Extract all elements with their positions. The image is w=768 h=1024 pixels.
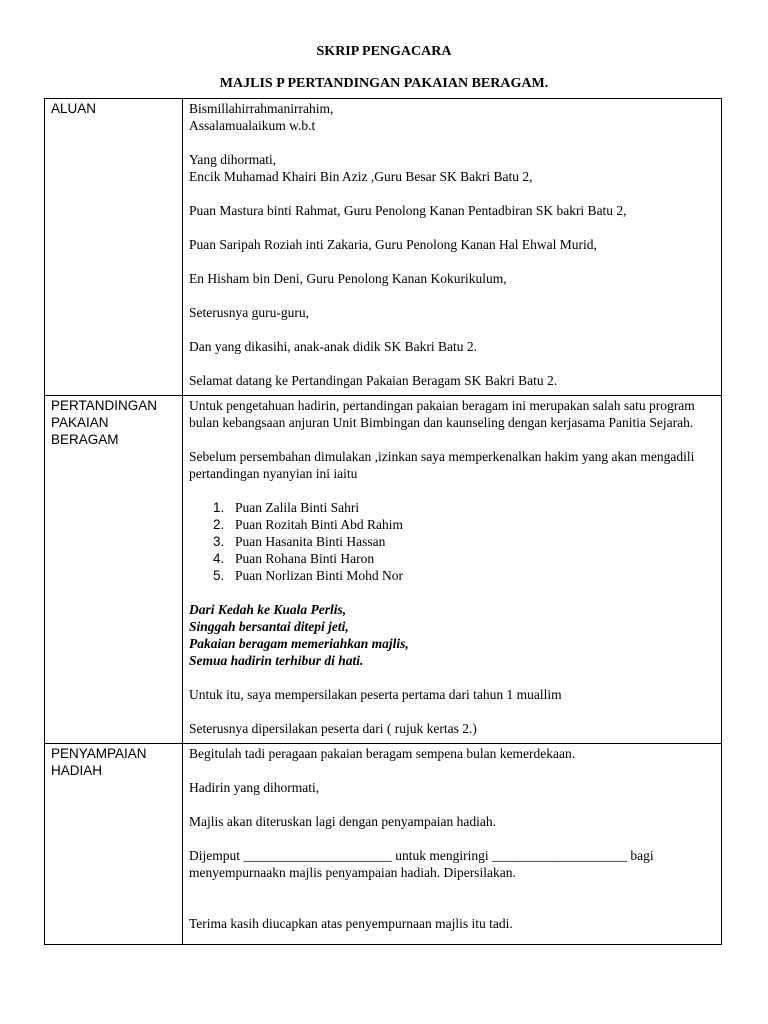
- hadiah-p1: Begitulah tadi peragaan pakaian beragam sempena bulan kemerdekaan.: [189, 746, 576, 761]
- row-aluan: [45, 99, 722, 396]
- judge-item: Puan Rozitah Binti Abd Rahim: [235, 517, 403, 532]
- hadiah-p3: Majlis akan diteruskan lagi dengan penyampaian hadiah.: [189, 814, 497, 829]
- judge-item: Puan Hasanita Binti Hassan: [235, 534, 386, 549]
- pantun-line: Semua hadirin terhibur di hati.: [189, 653, 364, 668]
- judge-item: Puan Zalila Binti Sahri: [235, 500, 360, 515]
- content-hadiah: [183, 744, 722, 945]
- judge-item: Puan Rohana Binti Haron: [235, 551, 375, 566]
- label-pertandingan-2: PAKAIAN: [51, 415, 109, 430]
- pertandingan-p3: Untuk itu, saya mempersilakan peserta pertama dari tahun 1 muallim: [189, 687, 562, 702]
- aluan-p6: Dan yang dikasihi, anak-anak didik SK Bakri Batu 2.: [189, 339, 477, 354]
- hadiah-p5: Terima kasih diucapkan atas penyempurnaan majlis itu tadi.: [189, 916, 513, 931]
- aluan-p1: Yang dihormati,: [189, 152, 277, 167]
- hadiah-p2: Hadirin yang dihormati,: [189, 780, 320, 795]
- aluan-line2: Assalamualaikum w.b.t: [189, 118, 316, 133]
- pertandingan-p1: Untuk pengetahuan hadirin, pertandingan pakaian beragam ini merupakan salah satu program bulan kebangsaan anjuran Unit Bimbingan dan kaunseling dengan kerjasama Panitia Sejarah.: [189, 398, 695, 430]
- label-aluan: ALUAN: [45, 99, 183, 396]
- label-hadiah-1: PENYAMPAIAN: [51, 746, 147, 761]
- script-table: [44, 98, 722, 945]
- label-hadiah: [45, 744, 183, 945]
- pertandingan-p4: Seterusnya dipersilakan peserta dari ( rujuk kertas 2.): [189, 721, 477, 736]
- hadiah-p4: Dijemput ______________________ untuk mengiringi ____________________ bagi menyempurnaakn majlis penyampaian hadiah. Dipersilakan.: [189, 848, 654, 880]
- pantun-line: Dari Kedah ke Kuala Perlis,: [189, 602, 347, 617]
- aluan-line1: Bismillahirrahmanirrahim,: [189, 101, 334, 116]
- content-aluan: [183, 99, 722, 396]
- row-pertandingan: [45, 396, 722, 744]
- judges-list: [189, 499, 715, 584]
- judge-item: Puan Norlizan Binti Mohd Nor: [235, 568, 403, 583]
- label-hadiah-2: HADIAH: [51, 763, 103, 778]
- pantun: [189, 601, 715, 669]
- aluan-p5: Seterusnya guru-guru,: [189, 305, 309, 320]
- aluan-p3: Puan Saripah Roziah inti Zakaria, Guru Penolong Kanan Hal Ehwal Murid,: [189, 237, 597, 252]
- row-hadiah: [45, 744, 722, 945]
- content-pertandingan: [183, 396, 722, 744]
- pantun-line: Singgah bersantai ditepi jeti,: [189, 619, 349, 634]
- aluan-p7: Selamat datang ke Pertandingan Pakaian Beragam SK Bakri Batu 2.: [189, 373, 558, 388]
- label-pertandingan-3: BERAGAM: [51, 432, 119, 447]
- document-title: SKRIP PENGACARA: [316, 44, 452, 59]
- aluan-p1b: Encik Muhamad Khairi Bin Aziz ,Guru Besar SK Bakri Batu 2,: [189, 169, 533, 184]
- document-subtitle: MAJLIS P PERTANDINGAN PAKAIAN BERAGAM.: [219, 76, 549, 91]
- label-pertandingan: [45, 396, 183, 744]
- aluan-p2: Puan Mastura binti Rahmat, Guru Penolong Kanan Pentadbiran SK bakri Batu 2,: [189, 203, 627, 218]
- pertandingan-p2: Sebelum persembahan dimulakan ,izinkan saya memperkenalkan hakim yang akan mengadili pertandingan nyanyian ini iaitu: [189, 449, 695, 481]
- label-pertandingan-1: PERTANDINGAN: [51, 398, 158, 413]
- pantun-line: Pakaian beragam memeriahkan majlis,: [189, 636, 409, 651]
- aluan-p4: En Hisham bin Deni, Guru Penolong Kanan Kokurikulum,: [189, 271, 507, 286]
